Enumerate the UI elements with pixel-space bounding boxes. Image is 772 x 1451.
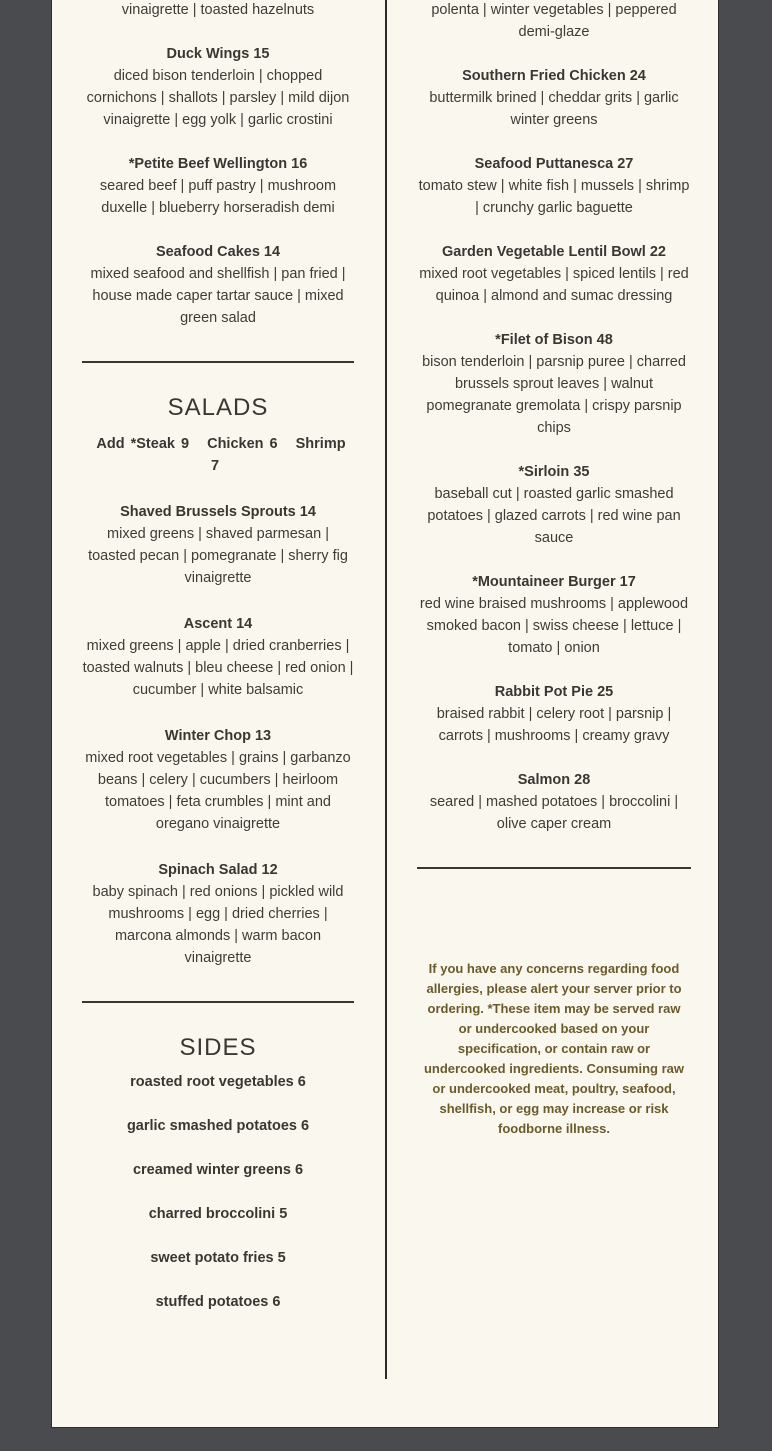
menu-item bbox=[416, 241, 692, 307]
item-title: Shaved Brussels Sprouts 14 bbox=[120, 504, 316, 520]
addon-steak: Add *Steak 9 bbox=[96, 436, 190, 452]
side-item: creamed winter greens 6 bbox=[132, 1162, 304, 1178]
item-title: Ascent 14 bbox=[183, 616, 253, 632]
menu-item bbox=[82, 241, 354, 329]
item-description: braised rabbit | celery root | parsnip | carrots | mushrooms | creamy gravy bbox=[436, 706, 672, 744]
right-column bbox=[416, 0, 692, 1139]
item-title: Winter Chop 13 bbox=[164, 728, 272, 744]
item-description: mixed greens | apple | dried cranberries | toasted walnuts | bleu cheese | red onion | cucumber | white balsamic bbox=[82, 638, 354, 698]
side-item: garlic smashed potatoes 6 bbox=[126, 1118, 310, 1134]
salad-addons bbox=[82, 433, 354, 477]
menu-item bbox=[416, 571, 692, 659]
item-title: Southern Fried Chicken 24 bbox=[462, 68, 646, 84]
menu-item bbox=[416, 65, 692, 131]
menu-item bbox=[82, 153, 354, 219]
item-description: mixed root vegetables | spiced lentils | red quinoa | almond and sumac dressing bbox=[419, 266, 689, 304]
item-description: diced bison tenderloin | chopped cornichons | shallots | parsley | mild dijon vinaigrette | egg yolk | garlic crostini bbox=[86, 68, 350, 128]
menu-item bbox=[416, 769, 692, 835]
item-title: Garden Vegetable Lentil Bowl 22 bbox=[441, 244, 666, 260]
item-title: *Petite Beef Wellington 16 bbox=[128, 156, 308, 172]
item-title: Rabbit Pot Pie 25 bbox=[494, 684, 614, 700]
item-description: buttermilk brined | cheddar grits | garlic winter greens bbox=[429, 90, 679, 128]
menu-item bbox=[416, 153, 692, 219]
menu-item bbox=[82, 501, 354, 589]
menu-item bbox=[416, 329, 692, 439]
item-title: Duck Wings 15 bbox=[166, 46, 270, 62]
menu-item bbox=[82, 43, 354, 131]
item-title: Spinach Salad 12 bbox=[158, 862, 278, 878]
addon-chicken: Chicken 6 bbox=[207, 436, 278, 452]
item-title: *Sirloin 35 bbox=[518, 464, 590, 480]
item-description: bison tenderloin | parsnip puree | charred brussels sprout leaves | walnut pomegranate gremolata | crispy parsnip chips bbox=[422, 354, 686, 436]
item-description: mixed seafood and shellfish | pan fried | house made caper tartar sauce | mixed green salad bbox=[90, 266, 346, 326]
item-description: seared | mashed potatoes | broccolini | olive caper cream bbox=[429, 794, 679, 832]
side-item: sweet potato fries 5 bbox=[150, 1250, 286, 1266]
item-title: Seafood Puttanesca 27 bbox=[474, 156, 634, 172]
item-description: red wine braised mushrooms | applewood smoked bacon | swiss cheese | lettuce | tomato | onion bbox=[419, 596, 689, 656]
menu-item bbox=[82, 0, 354, 21]
side-item: stuffed potatoes 6 bbox=[155, 1294, 281, 1310]
item-description: mixed greens | shaved parmesan | toasted pecan | pomegranate | sherry fig vinaigrette bbox=[88, 526, 348, 586]
menu-item bbox=[82, 859, 354, 969]
menu-item bbox=[416, 681, 692, 747]
column-divider bbox=[385, 0, 387, 1379]
item-title: Salmon 28 bbox=[517, 772, 591, 788]
menu-page bbox=[51, 0, 719, 1428]
item-title: Seafood Cakes 14 bbox=[155, 244, 281, 260]
side-item: charred broccolini 5 bbox=[148, 1206, 288, 1222]
menu-item bbox=[416, 0, 692, 43]
item-title: *Filet of Bison 48 bbox=[495, 332, 613, 348]
side-item: roasted root vegetables 6 bbox=[130, 1074, 306, 1090]
allergy-notice: If you have any concerns regarding food allergies, please alert your server prior to ordering. *These item may be served raw or undercooked based on your specification, or contain raw or undercooked ingredients. Consuming raw or undercooked meat, poultry, seafood, shellfish, or egg may increase or risk foodborne illness. bbox=[423, 961, 685, 1136]
item-description: tomato stew | white fish | mussels | shrimp | crunchy garlic baguette bbox=[418, 178, 690, 216]
item-title: *Mountaineer Burger 17 bbox=[472, 574, 636, 590]
sides-heading: SIDES bbox=[179, 1034, 257, 1061]
menu-item bbox=[82, 725, 354, 835]
salads-heading: SALADS bbox=[167, 394, 269, 421]
item-description: baby spinach | red onions | pickled wild mushrooms | egg | dried cherries | marcona almonds | warm bacon vinaigrette bbox=[92, 884, 344, 966]
left-column bbox=[82, 0, 354, 1313]
item-description: vinaigrette | toasted hazelnuts bbox=[121, 2, 315, 18]
item-description: polenta | winter vegetables | peppered demi-glaze bbox=[431, 2, 677, 40]
item-description: mixed root vegetables | grains | garbanzo beans | celery | cucumbers | heirloom tomatoes | feta crumbles | mint and oregano vinaigrette bbox=[85, 750, 351, 832]
item-description: baseball cut | roasted garlic smashed potatoes | glazed carrots | red wine pan sauce bbox=[427, 486, 681, 546]
menu-item bbox=[416, 461, 692, 549]
addon-shrimp: Shrimp 7 bbox=[210, 436, 346, 474]
menu-item bbox=[82, 613, 354, 701]
item-description: seared beef | puff pastry | mushroom duxelle | blueberry horseradish demi bbox=[99, 178, 337, 216]
